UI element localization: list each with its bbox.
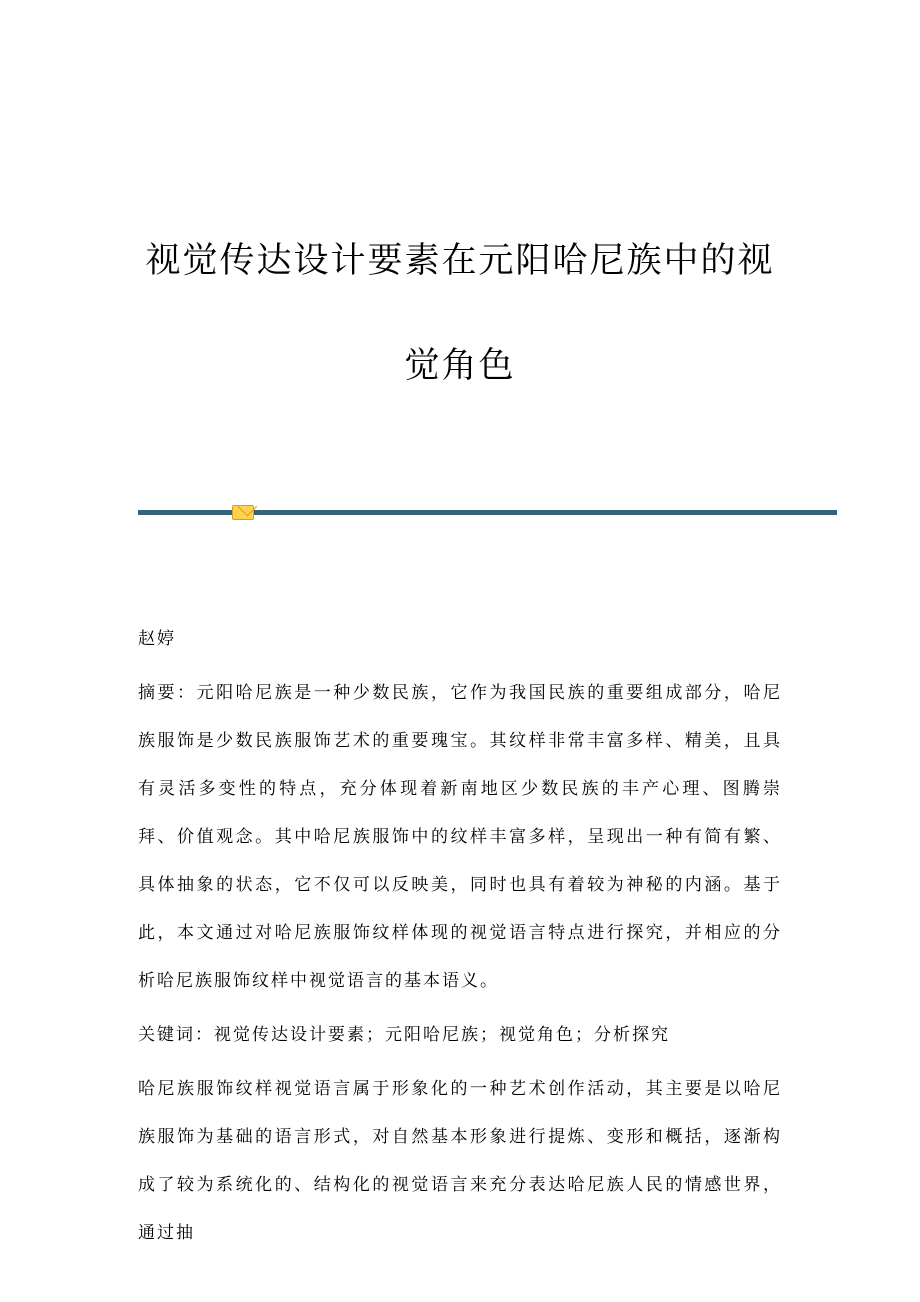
title-divider [138, 510, 837, 515]
paragraph-keywords: 关键词：视觉传达设计要素；元阳哈尼族；视觉角色；分析探究 [138, 1025, 670, 1044]
document-title-line-2: 觉角色 [404, 346, 516, 385]
document-title [0, 208, 920, 418]
paragraph-body: 哈尼族服饰纹样视觉语言属于形象化的一种艺术创作活动，其主要是以哈尼族服饰为基础的语言形式，对自然基本形象进行提炼、变形和概括，逐渐构成了较为系统化的、结构化的视觉语言来充分表达哈尼族人民的情感世界，通过抽 [138, 1079, 782, 1242]
paragraph-abstract: 摘要：元阳哈尼族是一种少数民族，它作为我国民族的重要组成部分，哈尼族服饰是少数民族服饰艺术的重要瑰宝。其纹样非常丰富多样、精美，且具有灵活多变性的特点，充分体现着新南地区少数民族的丰产心理、图腾崇拜、价值观念。其中哈尼族服饰中的纹样丰富多样，呈现出一种有简有繁、具体抽象的状态，它不仅可以反映美，同时也具有着较为神秘的内涵。基于此，本文通过对哈尼族服饰纹样体现的视觉语言特点进行探究，并相应的分析哈尼族服饰纹样中视觉语言的基本语义。 [138, 683, 782, 990]
envelope-icon [232, 505, 254, 520]
author-name: 赵婷 [138, 629, 176, 648]
document-body [0, 615, 920, 1257]
document-title-line-1: 视觉传达设计要素在元阳哈尼族中的视 [145, 241, 775, 280]
